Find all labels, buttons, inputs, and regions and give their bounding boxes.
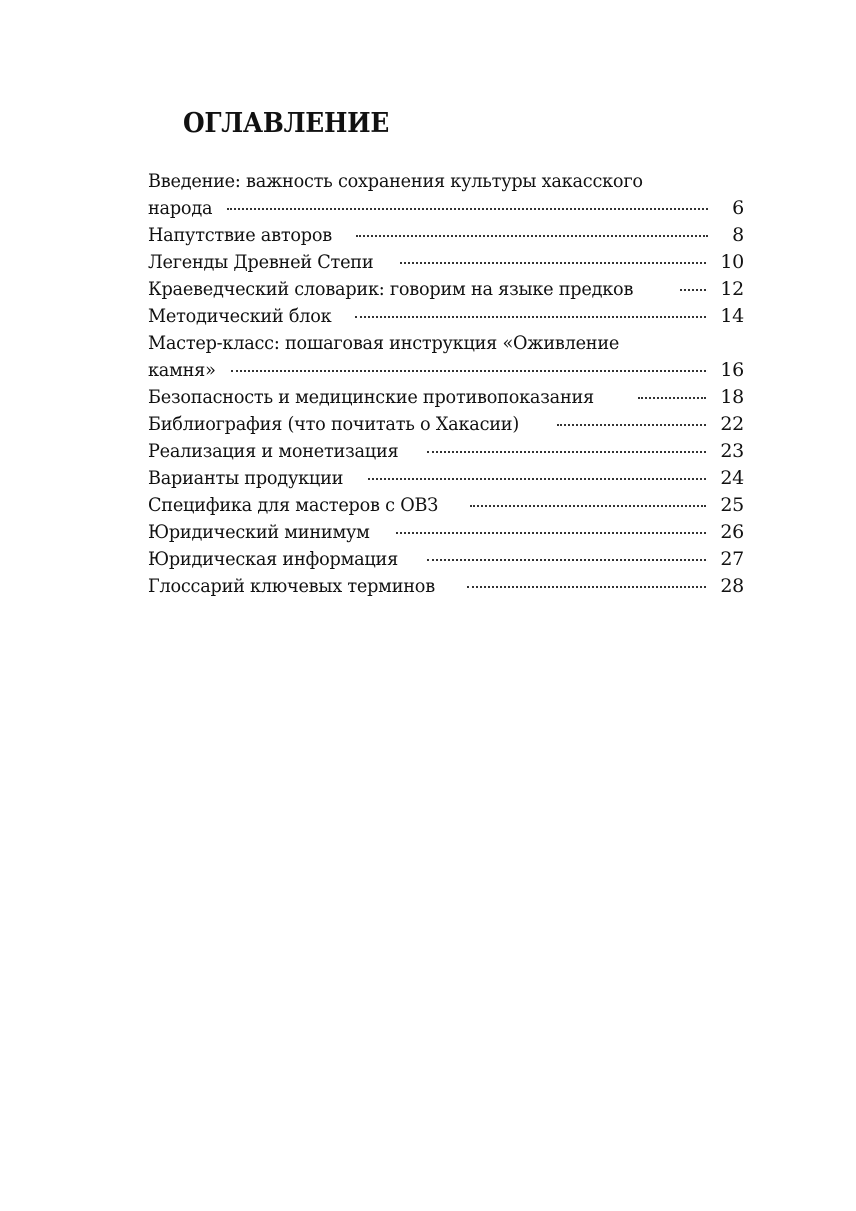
dot-leader: [400, 261, 706, 264]
dot-leader: [427, 558, 707, 561]
toc-entry-page-number: 6: [732, 197, 744, 219]
dot-leader: [231, 369, 707, 372]
toc-entry-page-number: 26: [720, 521, 744, 543]
toc-entry-page-number: 18: [720, 386, 744, 408]
dot-leader: [396, 531, 706, 534]
dot-leader: [227, 207, 708, 210]
toc-entry[interactable]: [148, 492, 744, 519]
toc-entry-page-number: 28: [720, 575, 744, 597]
dot-leader: [680, 288, 707, 291]
toc-entry[interactable]: [148, 384, 744, 411]
toc-entry-label: Реализация и монетизация: [148, 440, 399, 462]
toc-entry-label-line: Мастер-класс: пошаговая инструкция «Оживление: [148, 332, 620, 354]
toc-entry[interactable]: [148, 249, 744, 276]
toc-entry-page-number: 16: [720, 359, 744, 381]
dot-leader: [427, 450, 706, 453]
toc-entry-page-number: 24: [720, 467, 744, 489]
toc-entry[interactable]: [148, 276, 744, 303]
dot-leader: [467, 585, 707, 588]
toc-entry-page-number: 25: [720, 494, 744, 516]
toc-entry-label: Библиография (что почитать о Хакасии): [148, 413, 520, 435]
toc-entry-label: народа: [148, 197, 213, 219]
dot-leader: [355, 315, 706, 318]
toc-entry-label: Краеведческий словарик: говорим на языке предков: [148, 278, 634, 300]
toc-entry-page-number: 27: [720, 548, 744, 570]
dot-leader: [368, 477, 706, 480]
toc-title: ОГЛАВЛЕНИЕ: [183, 108, 389, 139]
toc-entry[interactable]: [148, 465, 744, 492]
toc-entry-label: Методический блок: [148, 305, 332, 327]
toc-entry-page-number: 14: [720, 305, 744, 327]
toc-entry-label: Специфика для мастеров с ОВЗ: [148, 494, 438, 516]
toc-entry[interactable]: [148, 573, 744, 600]
toc-entry-page-number: 10: [720, 251, 744, 273]
toc-entry-label: Варианты продукции: [148, 467, 344, 489]
dot-leader: [557, 423, 706, 426]
toc-entry-label-line: Введение: важность сохранения культуры хакасского: [148, 170, 643, 192]
toc-entry[interactable]: [148, 546, 744, 573]
toc-entry[interactable]: [148, 519, 744, 546]
toc-entry-label: камня»: [148, 359, 216, 381]
dot-leader: [470, 504, 707, 507]
toc-entry-page-number: 8: [732, 224, 744, 246]
toc-entry-label: Легенды Древней Степи: [148, 251, 374, 273]
toc-entry-label: Глоссарий ключевых терминов: [148, 575, 435, 597]
dot-leader: [356, 234, 708, 237]
toc-entry-label: Напутствие авторов: [148, 224, 332, 246]
toc-entry[interactable]: [148, 438, 744, 465]
toc-entry-label: Юридическая информация: [148, 548, 398, 570]
toc-entry-page-number: 23: [720, 440, 744, 462]
toc-entry[interactable]: [148, 330, 744, 384]
toc-entry-page-number: 12: [720, 278, 744, 300]
toc-entry[interactable]: [148, 168, 744, 222]
toc-entry[interactable]: [148, 303, 744, 330]
toc-list: [148, 168, 744, 600]
toc-entry[interactable]: [148, 411, 744, 438]
toc-entry-page-number: 22: [720, 413, 744, 435]
toc-entry-label: Юридический минимум: [148, 521, 370, 543]
toc-entry-label: Безопасность и медицинские противопоказания: [148, 386, 594, 408]
dot-leader: [638, 396, 707, 399]
toc-entry[interactable]: [148, 222, 744, 249]
